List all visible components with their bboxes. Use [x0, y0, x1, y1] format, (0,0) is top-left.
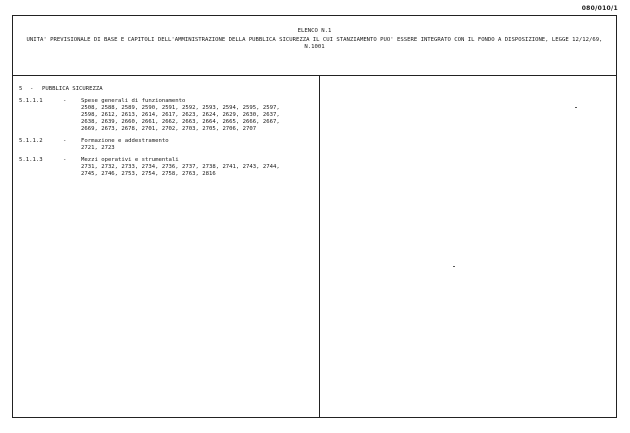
- section-number: 5: [19, 86, 23, 92]
- item-title: Formazione e addestramento: [81, 138, 169, 144]
- section-dash: -: [30, 86, 34, 92]
- scan-speck: [575, 107, 577, 108]
- item-dash: -: [63, 98, 67, 104]
- scan-speck: [453, 266, 455, 267]
- item-title: Spese generali di funzionamento: [81, 98, 186, 104]
- left-column: [19, 86, 309, 178]
- column-divider: [319, 76, 320, 417]
- item-chapters: 2508, 2588, 2589, 2590, 2591, 2592, 2593, 2594, 2595, 2597, 2598, 2612, 2613, 2614, 2617, 2623, 2624, 2629, 2630, 2637, 2638, 2639, 2660, 2661, 2662, 2663, 2664, 2665, 2666, 2667, 2669, 2673, 2678, 2701, 2702, 2703, 2705, 2706, 2707: [81, 105, 280, 132]
- budget-item: [19, 98, 309, 133]
- budget-item: [19, 157, 309, 178]
- item-dash: -: [63, 157, 67, 163]
- table-frame: [12, 15, 617, 418]
- item-title: Mezzi operativi e strumentali: [81, 157, 179, 163]
- item-chapters: 2731, 2732, 2733, 2734, 2736, 2737, 2738, 2741, 2743, 2744, 2745, 2746, 2753, 2754, 2758, 2763, 2816: [81, 164, 280, 177]
- header-description: UNITA' PREVISIONALE DI BASE E CAPITOLI DELL'AMMINISTRAZIONE DELLA PUBBLICA SICUREZZA IL CUI STANZIAMENTO PUO' ESSERE INTEGRATO CON IL FONDO A DISPOSIZIONE, LEGGE 12/12/69, N.1001: [26, 37, 603, 50]
- section-label: PUBBLICA SICUREZZA: [42, 86, 103, 92]
- table-header: [13, 16, 616, 76]
- page-code: 080/010/1: [581, 5, 618, 12]
- item-dash: -: [63, 138, 67, 144]
- item-code: 5.1.1.1: [19, 98, 43, 104]
- item-code: 5.1.1.3: [19, 157, 43, 163]
- item-code: 5.1.1.2: [19, 138, 43, 144]
- item-chapters: 2721, 2723: [81, 145, 115, 151]
- list-title: ELENCO N.1: [297, 28, 332, 34]
- budget-item: [19, 138, 309, 152]
- section-heading: [19, 86, 309, 93]
